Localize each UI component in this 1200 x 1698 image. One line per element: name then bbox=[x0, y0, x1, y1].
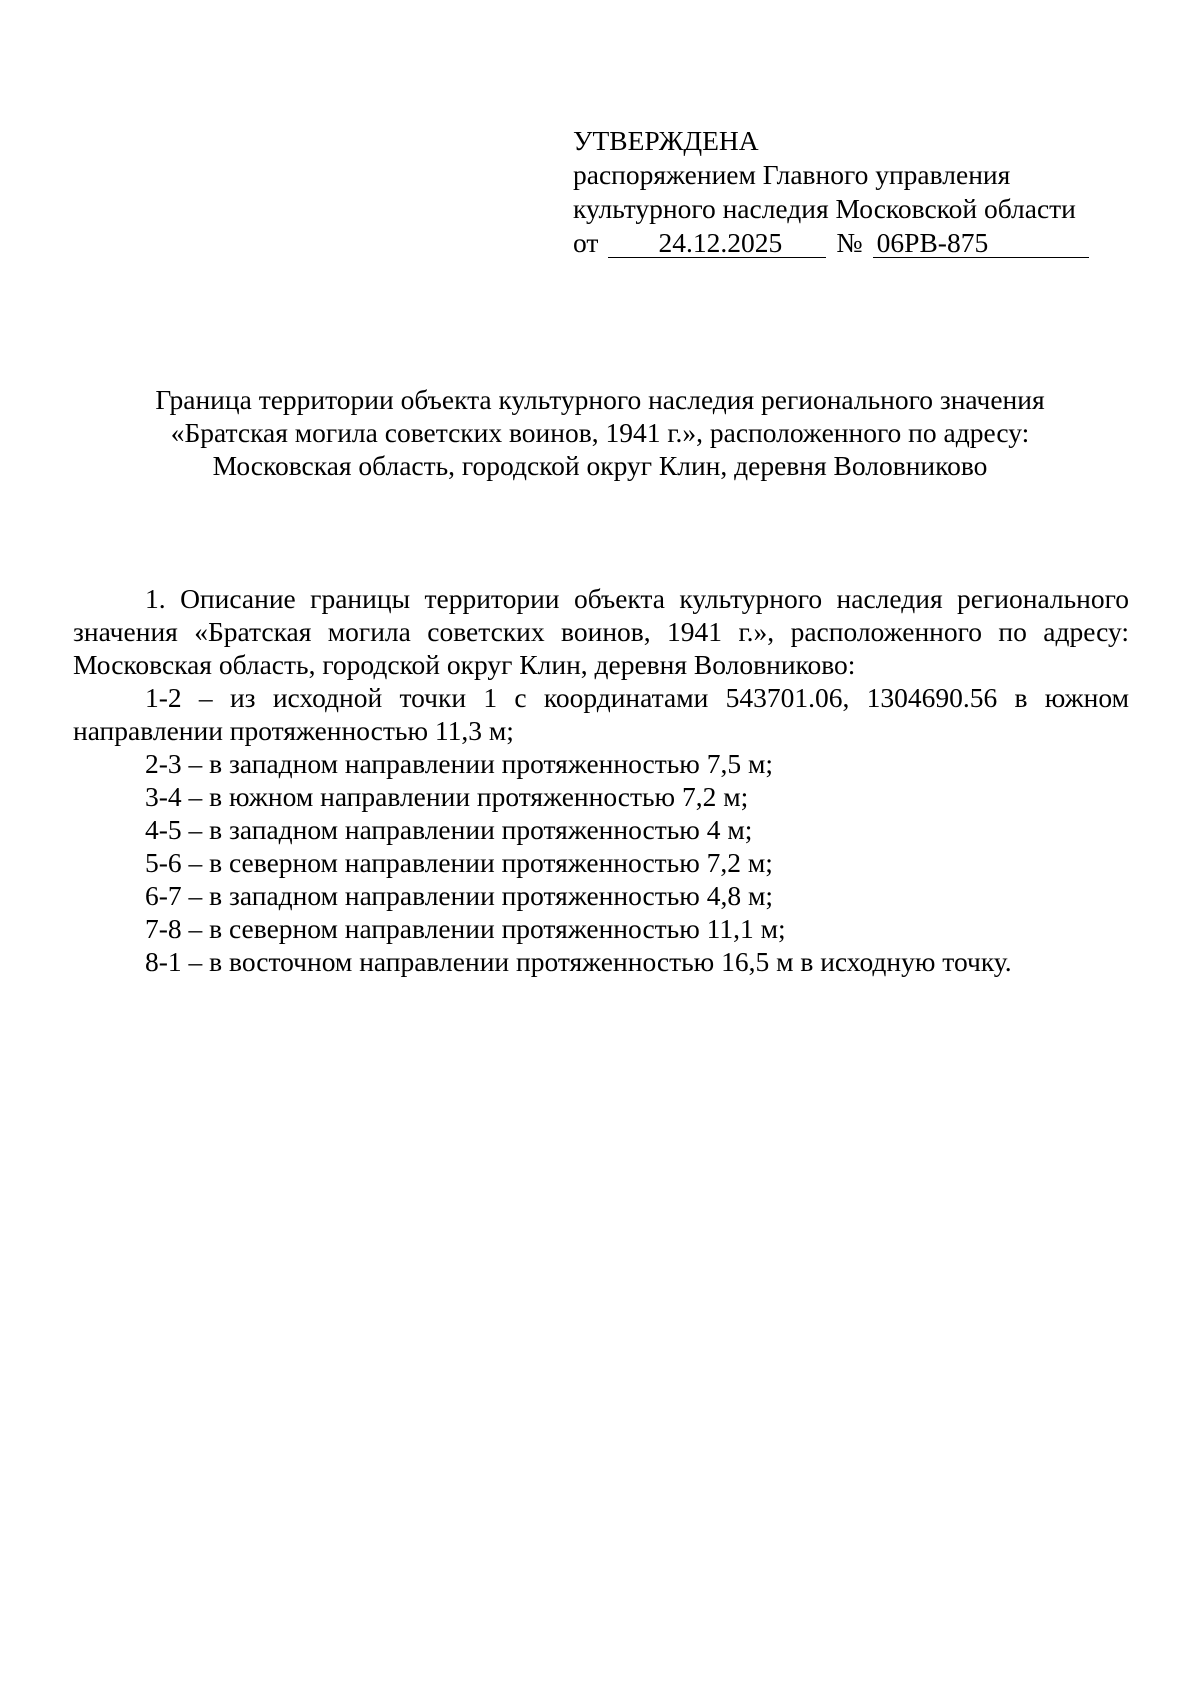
approval-reference bbox=[573, 226, 1093, 260]
approval-stamp bbox=[573, 124, 1093, 260]
date-prefix: от bbox=[573, 227, 599, 258]
boundary-description bbox=[73, 582, 1129, 978]
boundary-segment: 7-8 – в северном направлении протяженностью 11,1 м; bbox=[145, 913, 786, 944]
boundary-segment: 8-1 – в восточном направлении протяженностью 16,5 м в исходную точку. bbox=[145, 946, 1012, 977]
number-sign: № bbox=[836, 227, 863, 258]
approval-issuer-line-1: распоряжением Главного управления bbox=[573, 159, 1011, 190]
boundary-segment: 6-7 – в западном направлении протяженностью 4,8 м; bbox=[145, 880, 774, 911]
title-line-1: Граница территории объекта культурного наследия регионального значения bbox=[155, 384, 1045, 415]
boundary-segment: 2-3 – в западном направлении протяженностью 7,5 м; bbox=[145, 748, 774, 779]
title-line-2: «Братская могила советских воинов, 1941 г.», расположенного по адресу: bbox=[170, 417, 1030, 448]
boundary-segment: 3-4 – в южном направлении протяженностью 7,2 м; bbox=[145, 781, 749, 812]
approval-date: 24.12.2025 bbox=[608, 229, 826, 258]
boundary-segment: 4-5 – в западном направлении протяженностью 4 м; bbox=[145, 814, 753, 845]
boundary-segment: 5-6 – в северном направлении протяженностью 7,2 м; bbox=[145, 847, 773, 878]
document-title bbox=[75, 383, 1125, 482]
title-line-3: Московская область, городской округ Клин, деревня Воловниково bbox=[212, 450, 988, 481]
section-intro: 1. Описание границы территории объекта культурного наследия регионального значения «Братская могила советских воинов, 1941 г.», расположенного по адресу: Московская область, городской округ Клин, деревня Воловниково: bbox=[73, 583, 1129, 680]
approval-issuer-line-2: культурного наследия Московской области bbox=[573, 193, 1076, 224]
approval-heading: УТВЕРЖДЕНА bbox=[573, 125, 759, 156]
approval-number: 06РВ-875 bbox=[873, 229, 1089, 258]
boundary-segment: 1-2 – из исходной точки 1 с координатами 543701.06, 1304690.56 в южном направлении протяженностью 11,3 м; bbox=[73, 682, 1129, 746]
